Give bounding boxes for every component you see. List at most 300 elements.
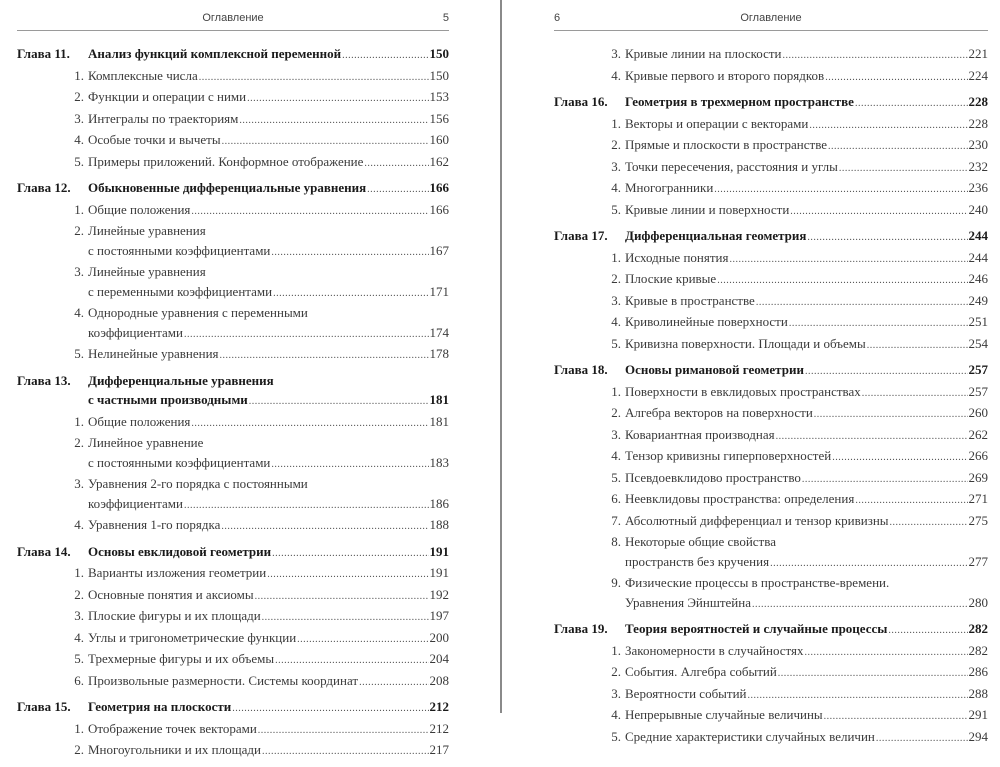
entry-title-last-line — [625, 593, 988, 615]
section-number: 4. — [611, 180, 621, 195]
toc-entry[interactable] — [17, 719, 449, 741]
entry-body — [88, 740, 449, 762]
entry-title: Комплексные числа — [88, 67, 198, 83]
page-reference[interactable]: 277 — [968, 553, 988, 569]
page-reference[interactable]: 191 — [429, 543, 449, 559]
toc-entry[interactable] — [17, 262, 449, 303]
dot-leader — [367, 178, 428, 200]
page-reference[interactable]: 271 — [968, 491, 988, 506]
entry-body — [88, 130, 449, 152]
toc-entry[interactable] — [554, 727, 988, 749]
dot-leader — [770, 552, 967, 574]
page-reference[interactable]: 186 — [429, 495, 449, 511]
entry-title: События. Алгебра событий — [625, 664, 777, 679]
entry-title: Поверхности в евклидовых пространствах — [625, 383, 861, 399]
entry-title: Основы евклидовой геометрии — [88, 543, 272, 559]
dot-leader — [232, 697, 428, 719]
toc-entry[interactable] — [554, 684, 988, 706]
chapter-heading[interactable] — [554, 92, 988, 114]
entry-title: Трехмерные фигуры и их объемы — [88, 651, 275, 666]
entry-title: Анализ функций комплексной переменной — [88, 46, 342, 61]
table-of-contents — [554, 44, 988, 753]
section-number: 2. — [74, 742, 84, 757]
page-reference[interactable]: 212 — [429, 699, 449, 714]
chapter-label: Глава 16. — [554, 94, 608, 109]
entry-title-line: Линейные уравнения — [88, 223, 206, 238]
toc-entry[interactable] — [17, 303, 449, 344]
page-reference[interactable]: 217 — [429, 742, 449, 757]
chapter-block — [17, 542, 449, 693]
entry-body — [88, 109, 449, 131]
dot-leader — [364, 152, 428, 174]
page-reference[interactable]: 188 — [429, 517, 449, 532]
page-number: 5 — [442, 12, 449, 24]
section-number: 3. — [611, 426, 621, 442]
toc-entry[interactable] — [17, 152, 449, 174]
entry-title: Примеры приложений. Конформное отображение — [88, 153, 364, 169]
dot-leader — [802, 468, 968, 490]
entry-body — [625, 135, 988, 157]
entry-title-last-line — [88, 390, 449, 412]
toc-entry[interactable] — [554, 66, 988, 88]
page-reference[interactable]: 286 — [968, 664, 988, 679]
entry-title: Алгебра векторов на поверхности — [625, 405, 813, 420]
dot-leader — [249, 390, 429, 412]
page-reference[interactable]: 221 — [968, 46, 988, 61]
section-number: 2. — [74, 223, 84, 238]
section-number: 1. — [611, 115, 621, 131]
entry-title-line: с переменными коэффициентами — [88, 283, 273, 299]
dot-leader — [890, 511, 968, 533]
entry-body — [625, 92, 988, 114]
page-reference[interactable]: 288 — [968, 685, 988, 701]
page-reference[interactable]: 282 — [968, 642, 988, 658]
chapter-heading[interactable] — [554, 226, 988, 248]
page-reference[interactable]: 192 — [429, 586, 449, 602]
dot-leader — [184, 323, 429, 345]
left-page — [0, 0, 500, 757]
entry-body — [88, 606, 449, 628]
page-reference[interactable]: 282 — [968, 621, 988, 636]
toc-entry[interactable] — [17, 66, 449, 88]
dot-leader — [789, 312, 968, 334]
chapter-heading[interactable] — [554, 619, 988, 641]
chapter-heading[interactable] — [17, 542, 449, 564]
dot-leader — [273, 282, 428, 304]
dot-leader — [255, 585, 429, 607]
chapter-heading[interactable] — [17, 44, 449, 66]
entry-body — [88, 44, 449, 66]
chapter-block — [17, 371, 449, 537]
chapter-label: Глава 19. — [554, 621, 608, 636]
toc-entry[interactable] — [554, 532, 988, 573]
dot-leader — [297, 628, 428, 650]
dot-leader — [862, 382, 968, 404]
entry-title-line: с постоянными коэффициентами — [88, 242, 271, 258]
entry-body — [625, 489, 988, 511]
section-number: 1. — [74, 201, 84, 217]
toc-entry[interactable] — [17, 606, 449, 628]
chapter-block — [554, 44, 988, 87]
entry-title: Геометрия в трехмерном пространстве — [625, 94, 854, 109]
dot-leader — [748, 684, 968, 706]
entry-title-line: Линейные уравнения — [88, 264, 206, 279]
dot-leader — [824, 705, 968, 727]
toc-entry[interactable] — [554, 382, 988, 404]
toc-entry[interactable] — [554, 135, 988, 157]
dot-leader — [807, 226, 967, 248]
page-reference[interactable]: 246 — [968, 271, 988, 286]
entry-body — [625, 662, 988, 684]
page-reference[interactable]: 262 — [968, 426, 988, 442]
section-number: 2. — [611, 271, 621, 286]
dot-leader — [717, 269, 967, 291]
entry-title-line: Физические процессы в пространстве-времени. — [625, 575, 890, 590]
entry-body — [88, 515, 449, 537]
entry-body — [625, 66, 988, 88]
dot-leader — [258, 719, 429, 741]
section-number: 3. — [74, 264, 84, 279]
dot-leader — [271, 453, 428, 475]
entry-body — [625, 425, 988, 447]
entry-title: Кривые первого и второго порядков — [625, 67, 825, 83]
entry-title: Обыкновенные дифференциальные уравнения — [88, 180, 367, 195]
section-number: 3. — [611, 685, 621, 701]
entry-title-last-line — [88, 494, 449, 516]
page-reference[interactable]: 275 — [968, 512, 988, 528]
section-number: 4. — [611, 314, 621, 329]
dot-leader — [805, 641, 968, 663]
entry-body — [625, 727, 988, 749]
toc-entry[interactable] — [554, 425, 988, 447]
dot-leader — [262, 606, 429, 628]
page-reference[interactable]: 183 — [429, 454, 449, 470]
entry-title: Дифференциальная геометрия — [625, 228, 807, 243]
toc-entry[interactable] — [17, 474, 449, 515]
entry-body — [88, 178, 449, 200]
toc-entry[interactable] — [554, 291, 988, 313]
toc-entry[interactable] — [554, 662, 988, 684]
page-reference[interactable]: 244 — [968, 228, 988, 243]
page-reference[interactable]: 291 — [968, 707, 988, 722]
entry-body — [88, 66, 449, 88]
toc-entry[interactable] — [554, 44, 988, 66]
page-reference[interactable]: 156 — [429, 110, 449, 126]
entry-title: Закономерности в случайностях — [625, 642, 804, 658]
entry-title-line: Уравнения Эйнштейна — [625, 594, 751, 610]
section-number: 9. — [611, 575, 621, 590]
page-reference[interactable]: 254 — [968, 335, 988, 351]
section-number: 1. — [74, 413, 84, 429]
entry-body — [88, 344, 449, 366]
table-of-contents — [17, 44, 449, 767]
entry-title: Псевдоевклидово пространство — [625, 469, 801, 485]
toc-entry[interactable] — [554, 269, 988, 291]
entry-body — [88, 542, 449, 564]
dot-leader — [888, 619, 967, 641]
page-reference[interactable]: 269 — [968, 469, 988, 485]
dot-leader — [247, 87, 428, 109]
section-number: 3. — [74, 476, 84, 491]
page-reference[interactable]: 150 — [429, 46, 449, 61]
page-reference[interactable]: 166 — [429, 180, 449, 195]
toc-entry[interactable] — [554, 178, 988, 200]
section-number: 3. — [611, 158, 621, 174]
entry-body — [88, 649, 449, 671]
dot-leader — [876, 727, 968, 749]
page-reference[interactable]: 280 — [968, 594, 988, 610]
chapter-label: Глава 14. — [17, 543, 71, 559]
entry-title: Многогранники — [625, 180, 714, 195]
entry-title: Средние характеристики случайных величин — [625, 728, 875, 744]
entry-title: Непрерывные случайные величины — [625, 707, 823, 722]
entry-body — [625, 226, 988, 248]
toc-entry[interactable] — [17, 585, 449, 607]
entry-title: Уравнения 1-го порядка — [88, 517, 221, 532]
entry-body — [625, 312, 988, 334]
dot-leader — [855, 92, 968, 114]
toc-entry[interactable] — [17, 563, 449, 585]
entry-title: Основы римановой геометрии — [625, 362, 804, 377]
toc-entry[interactable] — [554, 334, 988, 356]
section-number: 4. — [74, 305, 84, 320]
entry-title: Общие положения — [88, 201, 191, 217]
chapter-block — [554, 92, 988, 221]
entry-body — [88, 200, 449, 222]
toc-entry[interactable] — [17, 433, 449, 474]
page-reference[interactable]: 257 — [968, 383, 988, 399]
chapter-heading[interactable] — [17, 178, 449, 200]
entry-body — [88, 221, 449, 262]
chapter-block — [17, 44, 449, 173]
section-number: 7. — [611, 512, 621, 528]
toc-entry[interactable] — [554, 705, 988, 727]
entry-body — [625, 684, 988, 706]
entry-title-last-line — [88, 323, 449, 345]
page-reference[interactable]: 153 — [429, 89, 449, 104]
entry-title: Основные понятия и аксиомы — [88, 586, 254, 602]
entry-body — [625, 446, 988, 468]
entry-title: Интегралы по траекториям — [88, 110, 239, 126]
page-reference[interactable]: 171 — [429, 283, 449, 299]
entry-title-last-line — [88, 241, 449, 263]
entry-title-line: с частными производными — [88, 392, 248, 407]
entry-title-line: Дифференциальные уравнения — [88, 372, 274, 388]
page-reference[interactable]: 266 — [968, 448, 988, 463]
dot-leader — [199, 66, 429, 88]
page-reference[interactable]: 197 — [429, 608, 449, 623]
page-reference[interactable]: 244 — [968, 249, 988, 265]
chapter-block — [554, 226, 988, 355]
running-head-title: Оглавление — [202, 12, 264, 24]
page-reference[interactable]: 232 — [968, 158, 988, 174]
section-number: 3. — [611, 292, 621, 308]
page-reference[interactable]: 181 — [429, 413, 449, 429]
dot-leader — [262, 740, 429, 762]
toc-entry[interactable] — [554, 248, 988, 270]
page-reference[interactable]: 251 — [968, 314, 988, 329]
section-number: 1. — [74, 67, 84, 83]
entry-body — [625, 641, 988, 663]
entry-title: Многоугольники и их площади — [88, 742, 261, 757]
toc-entry[interactable] — [17, 130, 449, 152]
dot-leader — [272, 542, 428, 564]
section-number: 1. — [74, 565, 84, 580]
toc-entry[interactable] — [554, 511, 988, 533]
entry-title: Вероятности событий — [625, 685, 747, 701]
chapter-label: Глава 11. — [17, 46, 70, 61]
entry-body — [625, 511, 988, 533]
section-number: 5. — [611, 201, 621, 217]
dot-leader — [342, 44, 428, 66]
entry-title-last-line — [88, 453, 449, 475]
entry-body — [625, 157, 988, 179]
dot-leader — [271, 241, 428, 263]
entry-body — [88, 474, 449, 515]
toc-entry[interactable] — [554, 200, 988, 222]
page-reference[interactable]: 174 — [429, 324, 449, 340]
entry-body — [625, 532, 988, 573]
chapter-heading[interactable] — [17, 371, 449, 412]
page-reference[interactable]: 249 — [968, 292, 988, 308]
running-head — [17, 10, 449, 31]
entry-body — [625, 382, 988, 404]
toc-entry[interactable] — [554, 446, 988, 468]
toc-entry[interactable] — [17, 649, 449, 671]
section-number: 2. — [611, 137, 621, 152]
entry-title: Точки пересечения, расстояния и углы — [625, 158, 838, 174]
section-number: 2. — [74, 89, 84, 104]
entry-title: Теория вероятностей и случайные процессы — [625, 621, 888, 636]
page-reference[interactable]: 162 — [429, 153, 449, 169]
toc-entry[interactable] — [554, 573, 988, 614]
entry-body — [88, 371, 449, 412]
section-number: 4. — [611, 67, 621, 83]
entry-title: Ковариантная производная — [625, 426, 775, 442]
chapter-label: Глава 13. — [17, 372, 71, 388]
section-number: 6. — [611, 491, 621, 506]
running-head — [554, 10, 988, 31]
chapter-block — [554, 360, 988, 614]
page-reference[interactable]: 228 — [968, 115, 988, 131]
entry-body — [625, 200, 988, 222]
page-reference[interactable]: 240 — [968, 201, 988, 217]
entry-title: Кривые в пространстве — [625, 292, 755, 308]
toc-entry[interactable] — [17, 109, 449, 131]
entry-body — [88, 262, 449, 303]
toc-entry[interactable] — [17, 344, 449, 366]
dot-leader — [220, 344, 429, 366]
entry-title: Особые точки и вычеты — [88, 132, 221, 147]
toc-entry[interactable] — [17, 671, 449, 693]
section-number: 5. — [74, 346, 84, 361]
page-reference[interactable]: 204 — [429, 651, 449, 666]
section-number: 6. — [74, 672, 84, 688]
toc-entry[interactable] — [17, 628, 449, 650]
page-reference[interactable]: 212 — [429, 720, 449, 736]
section-number: 5. — [611, 728, 621, 744]
entry-body — [88, 719, 449, 741]
dot-leader — [839, 157, 968, 179]
page-reference[interactable]: 160 — [429, 132, 449, 147]
entry-title: Кривые линии на плоскости — [625, 46, 782, 61]
page-reference[interactable]: 208 — [429, 672, 449, 688]
page-reference[interactable]: 200 — [429, 629, 449, 645]
page-reference[interactable]: 236 — [968, 180, 988, 195]
entry-body — [88, 303, 449, 344]
dot-leader — [729, 248, 967, 270]
page-reference[interactable]: 167 — [429, 242, 449, 258]
toc-entry[interactable] — [17, 221, 449, 262]
page-reference[interactable]: 257 — [968, 362, 988, 377]
entry-title: Углы и тригонометрические функции — [88, 629, 297, 645]
dot-leader — [184, 494, 429, 516]
page-reference[interactable]: 228 — [968, 94, 988, 109]
toc-entry[interactable] — [17, 87, 449, 109]
toc-entry[interactable] — [17, 200, 449, 222]
toc-entry[interactable] — [554, 114, 988, 136]
section-number: 1. — [74, 720, 84, 736]
dot-leader — [776, 425, 968, 447]
toc-entry[interactable] — [17, 740, 449, 762]
section-number: 4. — [74, 629, 84, 645]
chapter-heading[interactable] — [17, 697, 449, 719]
page-reference[interactable]: 191 — [429, 565, 449, 580]
chapter-block — [17, 178, 449, 366]
section-number: 1. — [611, 249, 621, 265]
entry-body — [625, 573, 988, 614]
toc-entry[interactable] — [554, 157, 988, 179]
toc-entry[interactable] — [17, 412, 449, 434]
chapter-label: Глава 12. — [17, 180, 71, 195]
dot-leader — [778, 662, 968, 684]
section-number: 4. — [74, 517, 84, 532]
page-reference[interactable]: 181 — [429, 392, 449, 407]
page-reference[interactable]: 166 — [429, 201, 449, 217]
dot-leader — [714, 178, 967, 200]
chapter-label: Глава 15. — [17, 699, 71, 714]
page-number: 6 — [554, 12, 561, 24]
chapter-heading[interactable] — [554, 360, 988, 382]
dot-leader — [359, 671, 428, 693]
toc-entry[interactable] — [554, 468, 988, 490]
dot-leader — [832, 446, 967, 468]
page-reference[interactable]: 178 — [429, 346, 449, 361]
entry-title: Произвольные размерности. Системы координат — [88, 672, 359, 688]
page-reference[interactable]: 150 — [429, 67, 449, 83]
entry-body — [88, 671, 449, 693]
page-reference[interactable]: 230 — [968, 137, 988, 152]
toc-entry[interactable] — [17, 515, 449, 537]
dot-leader — [222, 130, 429, 152]
toc-entry[interactable] — [554, 403, 988, 425]
chapter-block — [17, 697, 449, 762]
section-number: 5. — [74, 153, 84, 169]
toc-entry[interactable] — [554, 641, 988, 663]
entry-body — [625, 468, 988, 490]
section-number: 1. — [611, 642, 621, 658]
section-number: 5. — [74, 651, 84, 666]
page-reference[interactable]: 260 — [968, 405, 988, 420]
entry-title: Плоские фигуры и их площади — [88, 608, 261, 623]
page-reference[interactable]: 294 — [968, 728, 988, 744]
toc-entry[interactable] — [554, 312, 988, 334]
entry-body — [625, 269, 988, 291]
running-head-title: Оглавление — [740, 12, 802, 24]
page-reference[interactable]: 224 — [968, 67, 988, 83]
entry-title: Исходные понятия — [625, 249, 729, 265]
toc-entry[interactable] — [554, 489, 988, 511]
